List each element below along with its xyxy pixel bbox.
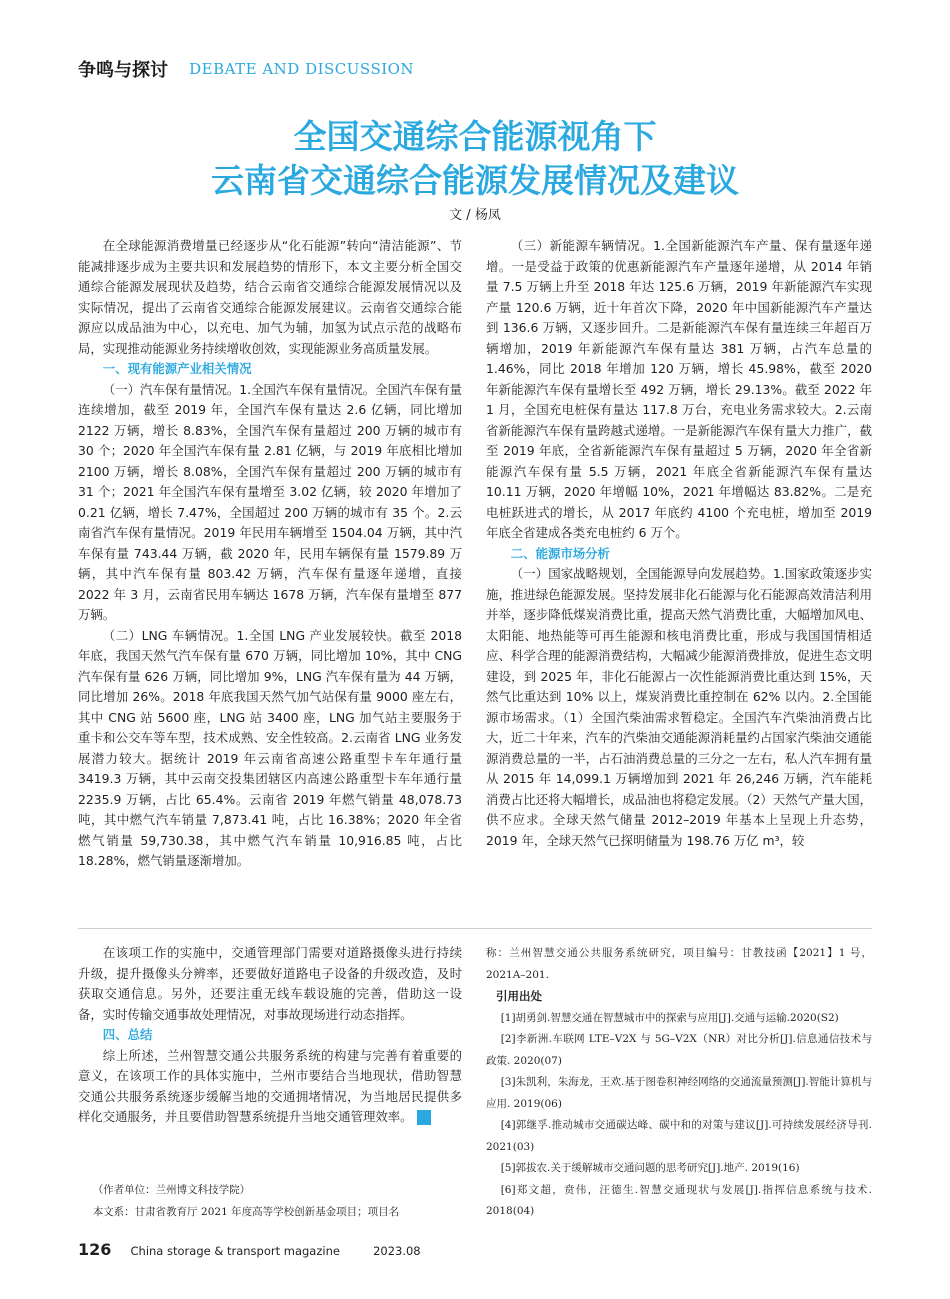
references-column (486, 943, 872, 1223)
paragraph-market-analysis: （一）国家战略规划，全国能源导向发展趋势。1.国家政策逐步实施，推进绿色能源发展。坚持发展非化石能源与化石能源高效清洁利用并举，逐步降低煤炭消费比重，提高天然气消费比重，大幅增加风电、太阳能、地热能等可再生能源和核电消费比重，形成与我国国情相适应、科学合理的能源消费结构，大幅减少能源消费排放，促进生态文明建设，到 2025 年，非化石能源占一次性能源消费比重达到 15%，天然气比重达到 10% 以上，煤炭消费比重控制在 62% 以内。2.全国能源市场需求。（1）全国汽柴油需求暂稳定。全国汽车汽柴油消费占比大，近二十年来，汽车的汽柴油交通能源消耗量约占国家汽柴油交通能源消费总量的一半，占石油消费总量的三分之一左右，私人汽车拥有量从 2015 年 14,099.1 万辆增加到 2021 年 26,246 万辆，汽车能耗消费占比还将大幅增长，成品油也将稳定发展。（2）天然气产量大国，供不应求。全球天然气储量 2012–2019 年基本上呈现上升态势，2019 年，全球天然气已探明储量为 198.76 万亿 m³，较 (486, 566, 872, 848)
section-divider (78, 928, 872, 929)
fund-note-continued: 称：兰州智慧交通公共服务系统研究，项目编号：甘教技函【2021】1 号，2021A–201. (486, 947, 872, 981)
heading-section-4: 四、总结 (102, 1027, 153, 1042)
reference-item: [5]郭拔农.关于缓解城市交通问题的思考研究[J].地产. 2019(16) (500, 1162, 800, 1174)
magazine-name: China storage & transport magazine (130, 1244, 340, 1258)
reference-item: [1]胡勇剑.智慧交通在智慧城市中的探索与应用[J].交通与运输.2020(S2) (500, 1011, 839, 1024)
lower-left-column (78, 943, 462, 1128)
article-title-line2: 云南省交通综合能源发展情况及建议 (211, 161, 739, 200)
right-column (486, 236, 872, 851)
author-affiliation: （作者单位：兰州博文科技学院） (92, 1184, 251, 1196)
reference-item: [4]郭继孚.推动城市交通碳达峰、碳中和的对策与建议[J].可持续发展经济导刊. 2021(03) (486, 1119, 872, 1153)
section-title-cn: 争鸣与探讨 (78, 60, 168, 81)
article-title-line1: 全国交通综合能源视角下 (293, 117, 657, 156)
issue-date: 2023.08 (373, 1244, 421, 1258)
reference-item: [2]李新洲.车联网 LTE–V2X 与 5G–V2X（NR）对比分析[J].信息通信技术与政策. 2020(07) (486, 1033, 872, 1067)
article-author: 文 / 杨凤 (449, 208, 501, 223)
section-header (78, 56, 414, 86)
paragraph-lng-vehicles: （二）LNG 车辆情况。1.全国 LNG 产业发展较快。截至 2018 年底，我国天然气汽车保有量 670 万辆，同比增加 10%，其中 CNG 汽车保有量 626 万辆，同比增加 9%，LNG 汽车保有量为 44 万辆，同比增加 26%。2018 年底我国天然气加气站保有量 9000 座左右，其中 CNG 站 5600 座，LNG 站 3400 座，LNG 加气站主要服务于重卡和公交车等车型，技术成熟、安全性较高。2.云南省 LNG 业务发展潜力较大。据统计 2019 年云南省高速公路重型卡车年通行量 3419.3 万辆，其中云南交投集团辖区内高速公路重型卡车年通行量 2235.9 万辆，占比 65.4%。云南省 2019 年燃气销量 48,078.73 吨，其中燃气汽车销量 7,873.41 吨，占比 16.38%；2020 年全省燃气销量 59,730.38，其中燃气汽车销量 10,916.85 吨，占比 18.28%，燃气销量逐渐增加。 (78, 627, 462, 868)
paragraph-vehicle-ownership: （一）汽车保有量情况。1.全国汽车保有量情况。全国汽车保有量连续增加，截至 2019 年，全国汽车保有量达 2.6 亿辆，同比增加 2122 万辆，增长 8.83%，全国汽车保有量超过 200 万辆的城市有 30 个；2020 年全国汽车保有量 2.81 亿辆，与 2019 年底相比增加 2100 万辆，增长 8.08%，全国汽车保有量超过 200 万辆的城市有 31 个；2021 年全国汽车保有量增至 3.02 亿辆，较 2020 年增加了 0.21 亿辆，增长 7.47%，全国超过 200 万辆的城市有 35 个。2.云南省汽车保有量情况。2019 年民用车辆增至 1504.04 万辆，其中汽车保有量 743.44 万辆，截 2020 年，民用车辆保有量 1579.89 万辆，其中汽车保有量 803.42 万辆，汽车保有量逐年递增，直接 2022 年 3 月，云南省民用车辆达 1678 万辆，汽车保有量增至 877 万辆。 (78, 381, 462, 622)
end-mark-icon: C (417, 1110, 431, 1125)
page-footer (78, 1240, 421, 1259)
references-heading: 引用出处 (496, 989, 542, 1003)
intro-paragraph: 在全球能源消费增量已经逐步从“化石能源”转向“清洁能源”、节能减排逐步成为主要共识和发展趋势的情形下，本文主要分析全国交通综合能源发展现状及趋势，结合云南省交通综合能源发展情况以及实际情况，提出了云南省交通综合能源发展建议。云南省交通综合能源应以成品油为中心，以充电、加气为辅，加氢为试点示范的战略布局，实现推动能源业务持续增收创效，实现能源业务高质量发展。 (78, 238, 462, 356)
reference-item: [3]朱凯利，朱海龙，王欢.基于图卷积神经网络的交通流量预测[J].智能计算机与应用. 2019(06) (486, 1076, 872, 1110)
paragraph-new-energy-vehicles: （三）新能源车辆情况。1.全国新能源汽车产量、保有量逐年递增。一是受益于政策的优惠新能源汽车产量逐年递增，从 2014 年销量 7.5 万辆上升至 2018 年达 125.6 万辆，2019 年新能源汽车实现产量 120.6 万辆，近十年首次下降，2020 年中国新能源汽车产量达到 136.6 万辆，又逐步回升。二是新能源汽车保有量连续三年超百万辆增加，2019 年新能源汽车保有量达 381 万辆，占汽车总量的 1.46%，同比 2018 年增加 120 万辆，增长 45.98%，截至 2020 年新能源汽车保有量增长至 492 万辆，增长 29.13%。截至 2022 年 1 月，全国充电桩保有量达 117.8 万台，充电业务需求较大。2.云南省新能源汽车保有量跨越式递增。一是新能源汽车保有量大力推广，截至 2019 年底，全省新能源汽车保有量超过 5 万辆，2020 年全省新能源汽车保有量 5.5 万辆，2021 年底全省新能源汽车保有量达 10.11 万辆，2020 年增幅 10%，2021 年增幅达 83.82%。二是充电桩跃进式的增长，从 2017 年底约 4100 个充电桩，增加至 2019 年底全省建成各类充电桩约 6 万个。 (486, 238, 872, 540)
fund-note: 本文系：甘肃省教育厅 2021 年度高等学校创新基金项目；项目名 (92, 1205, 400, 1218)
heading-section-1: 一、现有能源产业相关情况 (102, 361, 252, 376)
author-notes (78, 1180, 462, 1223)
page-number: 126 (78, 1240, 112, 1259)
left-column (78, 236, 462, 872)
paragraph-conclusion (78, 1046, 462, 1128)
paragraph-traffic-management: 在该项工作的实施中，交通管理部门需要对道路摄像头进行持续升级，提升摄像头分辨率，还要做好道路电子设备的升级改造，及时获取交通信息。另外，还要注重无线车载设施的完善，借助这一设备，实时传输交通事故处理情况，对事故现场进行动态指挥。 (78, 945, 462, 1022)
reference-item: [6]郑文超，贲伟，汪德生.智慧交通现状与发展[J].指挥信息系统与技术. 2018(04) (486, 1183, 872, 1217)
heading-section-2: 二、能源市场分析 (510, 545, 610, 561)
section-title-en: DEBATE AND DISCUSSION (189, 60, 415, 78)
conclusion-text: 综上所述，兰州智慧交通公共服务系统的构建与完善有着重要的意义，在该项工作的具体实施中，兰州市要结合当地现状，借助智慧交通公共服务系统逐步缓解当地的交通拥堵情况，为当地居民提供多样化交通服务，并且要借助智慧系统提升当地交通管理效率。 (78, 1047, 462, 1124)
